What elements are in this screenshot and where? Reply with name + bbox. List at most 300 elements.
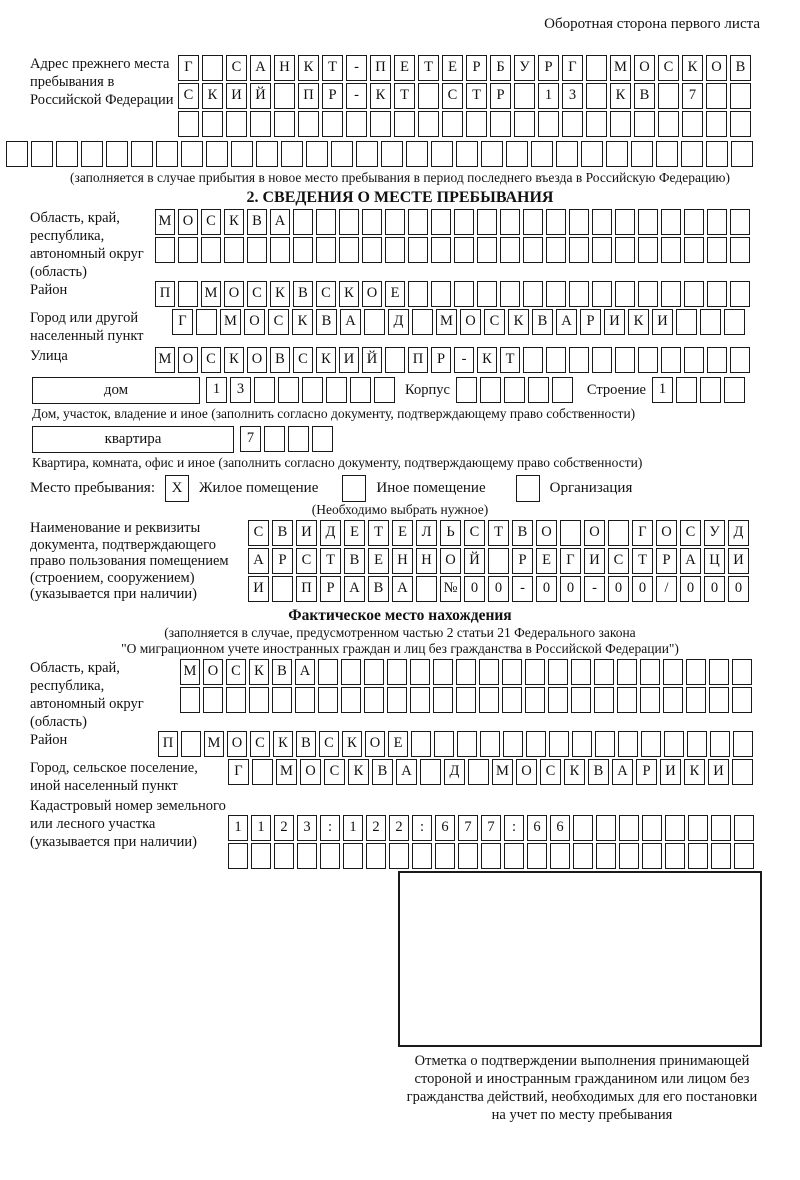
char-cell[interactable] <box>619 815 639 841</box>
char-cell[interactable] <box>366 843 386 869</box>
char-cell[interactable] <box>226 111 247 137</box>
char-cell[interactable] <box>297 843 317 869</box>
char-cell[interactable] <box>546 209 566 235</box>
char-cell[interactable]: К <box>610 83 631 109</box>
char-cell[interactable]: Н <box>416 548 437 574</box>
char-cell[interactable]: В <box>270 347 290 373</box>
char-cell[interactable] <box>592 237 612 263</box>
char-cell[interactable]: / <box>656 576 677 602</box>
char-cell[interactable] <box>180 687 200 713</box>
char-cell[interactable] <box>610 111 631 137</box>
char-cell[interactable] <box>573 815 593 841</box>
char-cell[interactable]: Д <box>444 759 465 785</box>
char-cell[interactable]: 0 <box>464 576 485 602</box>
char-cell[interactable] <box>488 548 509 574</box>
char-cell[interactable] <box>676 309 697 335</box>
char-cell[interactable] <box>316 237 336 263</box>
char-cell[interactable] <box>525 687 545 713</box>
char-cell[interactable] <box>514 83 535 109</box>
char-cell[interactable]: № <box>440 576 461 602</box>
char-cell[interactable]: О <box>178 209 198 235</box>
char-cell[interactable]: 6 <box>527 815 547 841</box>
char-cell[interactable]: Е <box>536 548 557 574</box>
char-cell[interactable]: Н <box>274 55 295 81</box>
char-cell[interactable]: И <box>708 759 729 785</box>
char-cell[interactable] <box>504 843 524 869</box>
korpus-cells[interactable] <box>456 377 573 403</box>
char-cell[interactable] <box>684 347 704 373</box>
char-cell[interactable]: Б <box>490 55 511 81</box>
char-cell[interactable]: - <box>584 576 605 602</box>
char-cell[interactable] <box>387 687 407 713</box>
char-cell[interactable]: 7 <box>481 815 501 841</box>
char-cell[interactable] <box>298 111 319 137</box>
char-cell[interactable]: К <box>339 281 359 307</box>
char-cell[interactable] <box>549 731 569 757</box>
char-cell[interactable]: К <box>477 347 497 373</box>
char-cell[interactable]: М <box>610 55 631 81</box>
char-cell[interactable]: А <box>248 548 269 574</box>
char-cell[interactable] <box>504 377 525 403</box>
raion-row[interactable] <box>155 281 750 307</box>
char-cell[interactable] <box>661 209 681 235</box>
char-cell[interactable]: В <box>344 548 365 574</box>
char-cell[interactable]: О <box>362 281 382 307</box>
char-cell[interactable]: Д <box>388 309 409 335</box>
char-cell[interactable]: С <box>464 520 485 546</box>
char-cell[interactable]: И <box>296 520 317 546</box>
char-cell[interactable]: М <box>155 347 175 373</box>
char-cell[interactable]: 0 <box>608 576 629 602</box>
char-cell[interactable]: Г <box>178 55 199 81</box>
char-cell[interactable] <box>619 843 639 869</box>
char-cell[interactable]: 7 <box>240 426 261 452</box>
char-cell[interactable] <box>281 141 303 167</box>
char-cell[interactable]: Е <box>344 520 365 546</box>
char-cell[interactable]: Р <box>466 55 487 81</box>
char-cell[interactable]: К <box>508 309 529 335</box>
document-row-2[interactable] <box>248 548 749 574</box>
char-cell[interactable] <box>638 281 658 307</box>
char-cell[interactable]: П <box>298 83 319 109</box>
char-cell[interactable] <box>730 209 750 235</box>
char-cell[interactable]: С <box>293 347 313 373</box>
char-cell[interactable] <box>503 731 523 757</box>
char-cell[interactable] <box>500 209 520 235</box>
char-cell[interactable] <box>514 111 535 137</box>
char-cell[interactable]: В <box>512 520 533 546</box>
char-cell[interactable]: П <box>296 576 317 602</box>
char-cell[interactable]: Т <box>368 520 389 546</box>
char-cell[interactable] <box>707 237 727 263</box>
char-cell[interactable]: О <box>300 759 321 785</box>
char-cell[interactable]: О <box>460 309 481 335</box>
char-cell[interactable]: И <box>604 309 625 335</box>
char-cell[interactable] <box>228 843 248 869</box>
char-cell[interactable] <box>608 520 629 546</box>
char-cell[interactable] <box>408 237 428 263</box>
char-cell[interactable]: - <box>346 55 367 81</box>
char-cell[interactable]: С <box>540 759 561 785</box>
char-cell[interactable] <box>406 141 428 167</box>
char-cell[interactable]: Л <box>416 520 437 546</box>
char-cell[interactable] <box>247 237 267 263</box>
char-cell[interactable] <box>617 687 637 713</box>
char-cell[interactable] <box>631 141 653 167</box>
char-cell[interactable] <box>202 111 223 137</box>
char-cell[interactable]: Т <box>488 520 509 546</box>
char-cell[interactable]: К <box>249 659 269 685</box>
char-cell[interactable]: Т <box>418 55 439 81</box>
char-cell[interactable] <box>331 141 353 167</box>
char-cell[interactable] <box>362 209 382 235</box>
char-cell[interactable] <box>293 237 313 263</box>
char-cell[interactable] <box>617 659 637 685</box>
char-cell[interactable] <box>431 141 453 167</box>
char-cell[interactable] <box>706 141 728 167</box>
char-cell[interactable] <box>526 731 546 757</box>
char-cell[interactable] <box>634 111 655 137</box>
char-cell[interactable] <box>306 141 328 167</box>
char-cell[interactable]: Р <box>512 548 533 574</box>
char-cell[interactable] <box>435 843 455 869</box>
char-cell[interactable] <box>733 731 753 757</box>
char-cell[interactable] <box>385 237 405 263</box>
char-cell[interactable] <box>618 731 638 757</box>
char-cell[interactable] <box>394 111 415 137</box>
char-cell[interactable] <box>479 659 499 685</box>
char-cell[interactable]: С <box>226 55 247 81</box>
char-cell[interactable] <box>320 843 340 869</box>
char-cell[interactable]: О <box>178 347 198 373</box>
char-cell[interactable] <box>615 281 635 307</box>
char-cell[interactable]: Р <box>538 55 559 81</box>
char-cell[interactable] <box>181 731 201 757</box>
char-cell[interactable] <box>341 659 361 685</box>
char-cell[interactable]: 7 <box>458 815 478 841</box>
char-cell[interactable] <box>700 377 721 403</box>
char-cell[interactable]: К <box>684 759 705 785</box>
char-cell[interactable]: 0 <box>632 576 653 602</box>
char-cell[interactable] <box>295 687 315 713</box>
char-cell[interactable]: С <box>178 83 199 109</box>
char-cell[interactable]: - <box>454 347 474 373</box>
char-cell[interactable]: В <box>730 55 751 81</box>
kadastr-row-2[interactable] <box>228 843 754 869</box>
char-cell[interactable]: К <box>628 309 649 335</box>
char-cell[interactable] <box>480 731 500 757</box>
char-cell[interactable] <box>272 687 292 713</box>
char-cell[interactable]: Р <box>320 576 341 602</box>
char-cell[interactable] <box>312 426 333 452</box>
char-cell[interactable] <box>468 759 489 785</box>
char-cell[interactable] <box>606 141 628 167</box>
char-cell[interactable] <box>573 843 593 869</box>
prev-address-row-3[interactable] <box>178 111 751 137</box>
char-cell[interactable]: Г <box>172 309 193 335</box>
char-cell[interactable] <box>730 347 750 373</box>
char-cell[interactable]: К <box>202 83 223 109</box>
char-cell[interactable] <box>477 209 497 235</box>
char-cell[interactable] <box>732 659 752 685</box>
char-cell[interactable] <box>586 111 607 137</box>
char-cell[interactable] <box>385 347 405 373</box>
char-cell[interactable] <box>456 659 476 685</box>
char-cell[interactable] <box>711 815 731 841</box>
char-cell[interactable]: О <box>440 548 461 574</box>
char-cell[interactable] <box>256 141 278 167</box>
char-cell[interactable] <box>615 237 635 263</box>
char-cell[interactable]: 2 <box>389 815 409 841</box>
char-cell[interactable] <box>387 659 407 685</box>
char-cell[interactable]: 2 <box>274 815 294 841</box>
char-cell[interactable]: К <box>292 309 313 335</box>
prev-address-row-4[interactable] <box>6 141 800 167</box>
char-cell[interactable] <box>250 111 271 137</box>
char-cell[interactable]: В <box>532 309 553 335</box>
char-cell[interactable] <box>527 843 547 869</box>
char-cell[interactable]: В <box>272 659 292 685</box>
dom-box[interactable]: дом <box>32 377 200 404</box>
char-cell[interactable]: О <box>634 55 655 81</box>
char-cell[interactable]: А <box>344 576 365 602</box>
char-cell[interactable] <box>686 659 706 685</box>
char-cell[interactable] <box>362 237 382 263</box>
char-cell[interactable] <box>178 237 198 263</box>
char-cell[interactable] <box>481 141 503 167</box>
char-cell[interactable] <box>270 237 290 263</box>
char-cell[interactable]: Т <box>466 83 487 109</box>
document-row-1[interactable] <box>248 520 749 546</box>
char-cell[interactable] <box>196 309 217 335</box>
char-cell[interactable]: В <box>372 759 393 785</box>
char-cell[interactable] <box>412 309 433 335</box>
char-cell[interactable]: С <box>268 309 289 335</box>
char-cell[interactable] <box>374 377 395 403</box>
char-cell[interactable] <box>569 281 589 307</box>
char-cell[interactable]: Й <box>464 548 485 574</box>
char-cell[interactable] <box>410 659 430 685</box>
char-cell[interactable] <box>381 141 403 167</box>
char-cell[interactable] <box>318 687 338 713</box>
char-cell[interactable]: С <box>484 309 505 335</box>
char-cell[interactable]: О <box>247 347 267 373</box>
char-cell[interactable]: М <box>180 659 200 685</box>
char-cell[interactable] <box>664 731 684 757</box>
char-cell[interactable]: 0 <box>536 576 557 602</box>
char-cell[interactable]: Й <box>362 347 382 373</box>
char-cell[interactable] <box>454 281 474 307</box>
fact-oblast-row-1[interactable] <box>180 659 752 685</box>
gorod-row[interactable] <box>172 309 745 335</box>
char-cell[interactable]: А <box>680 548 701 574</box>
char-cell[interactable]: С <box>319 731 339 757</box>
char-cell[interactable] <box>274 83 295 109</box>
char-cell[interactable] <box>341 687 361 713</box>
char-cell[interactable] <box>466 111 487 137</box>
char-cell[interactable] <box>523 281 543 307</box>
char-cell[interactable]: К <box>682 55 703 81</box>
char-cell[interactable]: : <box>412 815 432 841</box>
oblast-row-1[interactable] <box>155 209 750 235</box>
char-cell[interactable] <box>706 83 727 109</box>
char-cell[interactable] <box>202 55 223 81</box>
char-cell[interactable] <box>418 83 439 109</box>
document-row-3[interactable] <box>248 576 749 602</box>
char-cell[interactable]: 1 <box>343 815 363 841</box>
char-cell[interactable] <box>408 209 428 235</box>
char-cell[interactable] <box>724 377 745 403</box>
char-cell[interactable] <box>709 687 729 713</box>
char-cell[interactable] <box>339 209 359 235</box>
char-cell[interactable]: Г <box>560 548 581 574</box>
char-cell[interactable]: К <box>224 209 244 235</box>
char-cell[interactable] <box>477 281 497 307</box>
char-cell[interactable]: Р <box>580 309 601 335</box>
char-cell[interactable] <box>642 815 662 841</box>
char-cell[interactable] <box>506 141 528 167</box>
prev-address-row-2[interactable] <box>178 83 751 109</box>
char-cell[interactable]: 2 <box>366 815 386 841</box>
char-cell[interactable]: Ь <box>440 520 461 546</box>
char-cell[interactable] <box>686 687 706 713</box>
char-cell[interactable]: П <box>158 731 178 757</box>
char-cell[interactable]: К <box>224 347 244 373</box>
char-cell[interactable] <box>254 377 275 403</box>
char-cell[interactable]: - <box>512 576 533 602</box>
char-cell[interactable]: : <box>320 815 340 841</box>
char-cell[interactable] <box>272 576 293 602</box>
char-cell[interactable] <box>528 377 549 403</box>
char-cell[interactable] <box>226 687 246 713</box>
char-cell[interactable] <box>615 209 635 235</box>
char-cell[interactable]: Т <box>632 548 653 574</box>
char-cell[interactable] <box>456 377 477 403</box>
char-cell[interactable] <box>615 347 635 373</box>
char-cell[interactable]: К <box>342 731 362 757</box>
char-cell[interactable] <box>201 237 221 263</box>
char-cell[interactable] <box>707 281 727 307</box>
char-cell[interactable] <box>364 309 385 335</box>
char-cell[interactable]: 3 <box>562 83 583 109</box>
fact-gorod-row[interactable] <box>228 759 753 785</box>
char-cell[interactable]: Р <box>636 759 657 785</box>
char-cell[interactable] <box>206 141 228 167</box>
char-cell[interactable] <box>364 659 384 685</box>
char-cell[interactable] <box>586 55 607 81</box>
char-cell[interactable]: С <box>250 731 270 757</box>
char-cell[interactable] <box>706 111 727 137</box>
char-cell[interactable]: П <box>370 55 391 81</box>
char-cell[interactable] <box>684 209 704 235</box>
char-cell[interactable]: О <box>584 520 605 546</box>
char-cell[interactable]: Е <box>442 55 463 81</box>
char-cell[interactable]: С <box>201 347 221 373</box>
char-cell[interactable] <box>410 687 430 713</box>
stroenie-cells[interactable] <box>652 377 745 403</box>
char-cell[interactable] <box>278 377 299 403</box>
char-cell[interactable] <box>709 659 729 685</box>
char-cell[interactable] <box>586 83 607 109</box>
char-cell[interactable] <box>418 111 439 137</box>
char-cell[interactable]: В <box>296 731 316 757</box>
char-cell[interactable]: 0 <box>704 576 725 602</box>
char-cell[interactable]: П <box>408 347 428 373</box>
char-cell[interactable] <box>326 377 347 403</box>
char-cell[interactable] <box>523 209 543 235</box>
char-cell[interactable] <box>592 347 612 373</box>
char-cell[interactable] <box>730 83 751 109</box>
char-cell[interactable]: М <box>204 731 224 757</box>
prev-address-row-1[interactable] <box>178 55 751 81</box>
char-cell[interactable] <box>500 281 520 307</box>
char-cell[interactable]: И <box>728 548 749 574</box>
char-cell[interactable] <box>688 843 708 869</box>
char-cell[interactable] <box>676 377 697 403</box>
char-cell[interactable] <box>343 843 363 869</box>
char-cell[interactable]: А <box>250 55 271 81</box>
char-cell[interactable] <box>251 843 271 869</box>
char-cell[interactable] <box>569 209 589 235</box>
char-cell[interactable] <box>433 659 453 685</box>
char-cell[interactable] <box>178 111 199 137</box>
char-cell[interactable] <box>711 843 731 869</box>
char-cell[interactable]: 0 <box>560 576 581 602</box>
char-cell[interactable] <box>642 843 662 869</box>
char-cell[interactable] <box>454 209 474 235</box>
char-cell[interactable] <box>531 141 553 167</box>
char-cell[interactable] <box>571 659 591 685</box>
char-cell[interactable] <box>456 687 476 713</box>
char-cell[interactable]: О <box>516 759 537 785</box>
char-cell[interactable] <box>431 237 451 263</box>
char-cell[interactable]: Е <box>385 281 405 307</box>
char-cell[interactable] <box>181 141 203 167</box>
char-cell[interactable]: И <box>226 83 247 109</box>
char-cell[interactable]: Т <box>394 83 415 109</box>
char-cell[interactable] <box>734 815 754 841</box>
char-cell[interactable]: Т <box>500 347 520 373</box>
char-cell[interactable]: 1 <box>228 815 248 841</box>
char-cell[interactable] <box>346 111 367 137</box>
char-cell[interactable] <box>364 687 384 713</box>
char-cell[interactable]: К <box>564 759 585 785</box>
char-cell[interactable] <box>477 237 497 263</box>
char-cell[interactable]: В <box>634 83 655 109</box>
char-cell[interactable] <box>434 731 454 757</box>
kvartira-cells[interactable] <box>240 426 333 452</box>
char-cell[interactable]: 3 <box>230 377 251 403</box>
char-cell[interactable]: О <box>656 520 677 546</box>
char-cell[interactable] <box>663 659 683 685</box>
char-cell[interactable] <box>525 659 545 685</box>
char-cell[interactable]: С <box>680 520 701 546</box>
char-cell[interactable] <box>420 759 441 785</box>
char-cell[interactable] <box>684 237 704 263</box>
char-cell[interactable]: К <box>348 759 369 785</box>
char-cell[interactable]: М <box>201 281 221 307</box>
char-cell[interactable] <box>523 347 543 373</box>
char-cell[interactable] <box>457 731 477 757</box>
char-cell[interactable] <box>274 111 295 137</box>
char-cell[interactable]: М <box>155 209 175 235</box>
char-cell[interactable]: О <box>536 520 557 546</box>
char-cell[interactable]: 7 <box>682 83 703 109</box>
char-cell[interactable]: Т <box>320 548 341 574</box>
char-cell[interactable] <box>548 687 568 713</box>
char-cell[interactable] <box>412 843 432 869</box>
char-cell[interactable]: 1 <box>538 83 559 109</box>
